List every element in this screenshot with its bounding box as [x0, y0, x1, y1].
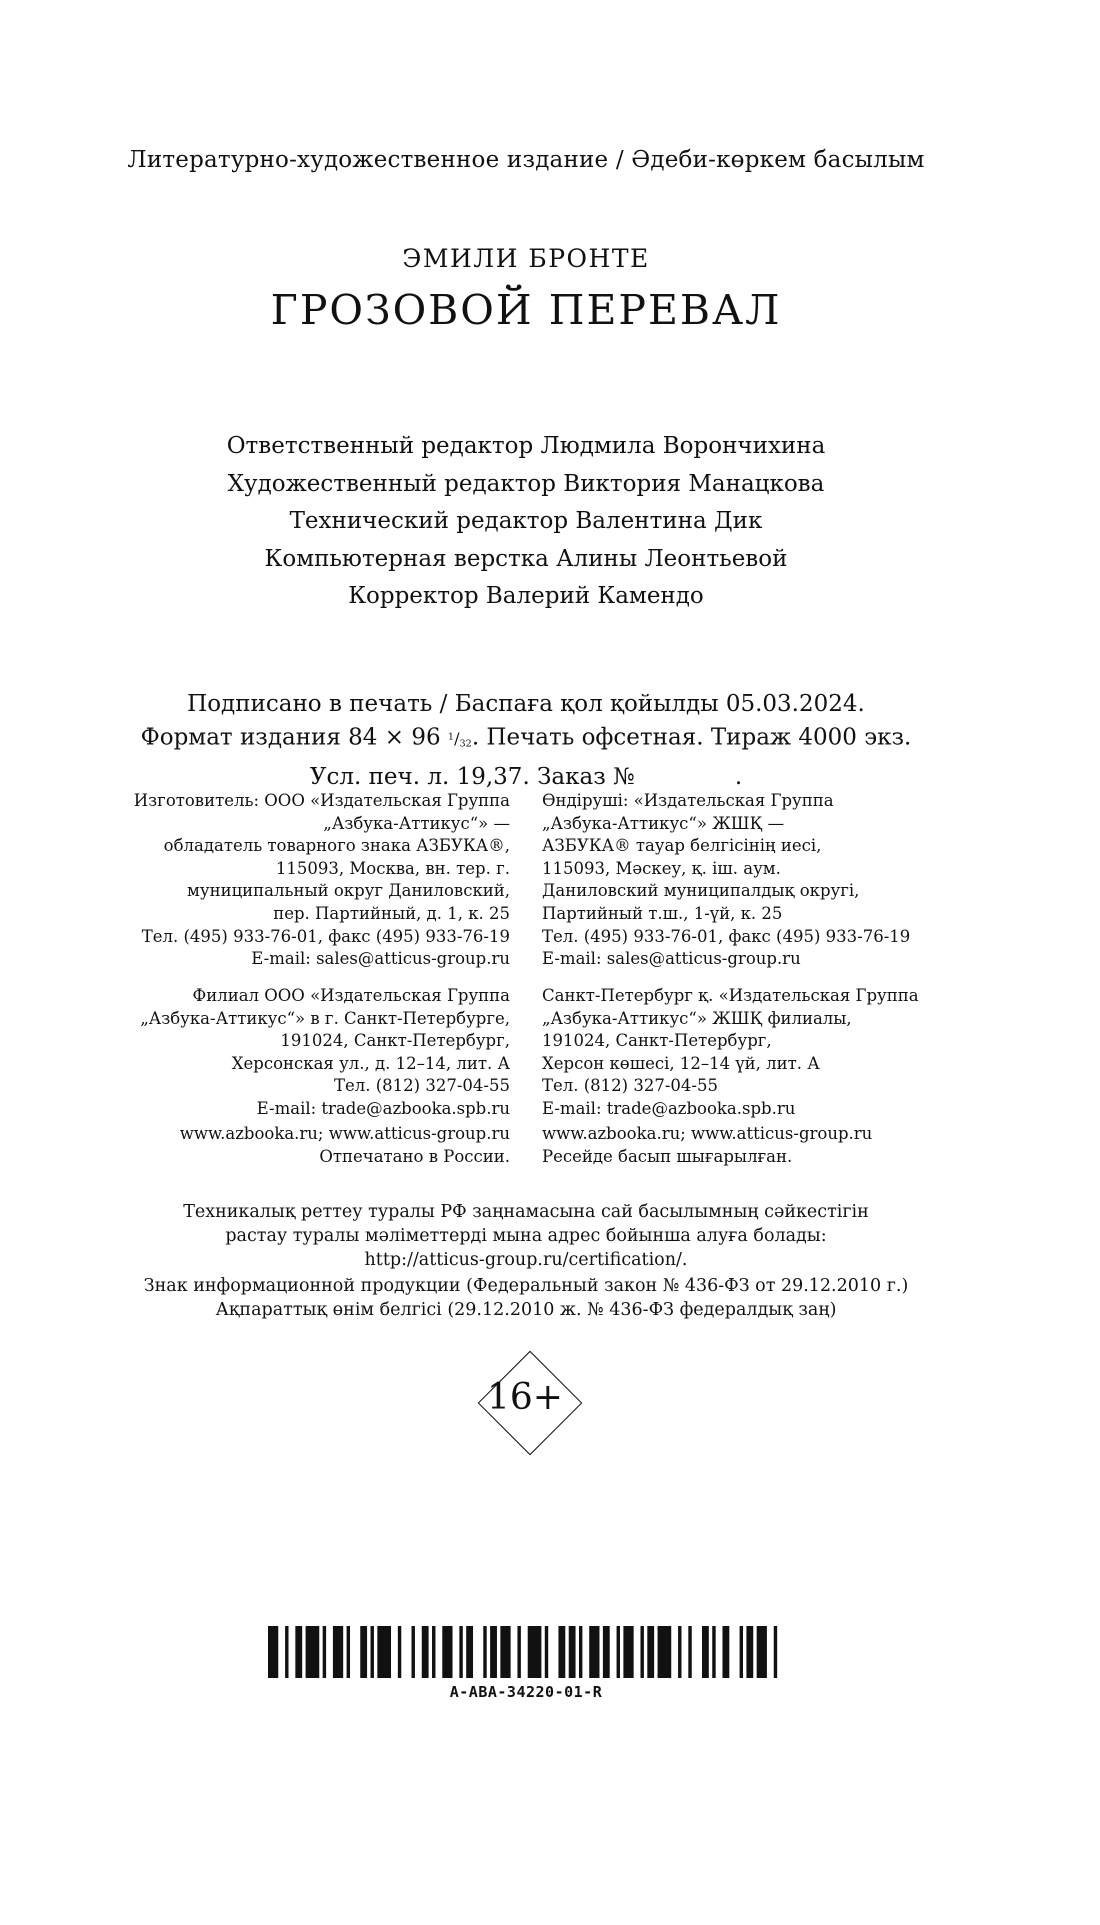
barcode-bar [333, 1626, 343, 1678]
credit-line: Технический редактор Валентина Дик [289, 508, 763, 534]
barcode-bar [603, 1626, 610, 1678]
barcode-bar [558, 1626, 565, 1678]
barcode-bar [398, 1626, 401, 1678]
format-numerator: 1 [447, 732, 455, 743]
barcode-bar [688, 1626, 691, 1678]
barcode-bar [517, 1626, 520, 1678]
sheets-line: Усл. печ. л. 19,37. Заказ № . [309, 763, 743, 790]
barcode-bar [295, 1626, 302, 1678]
barcode-bar [347, 1626, 350, 1678]
age-rating-badge [470, 1343, 580, 1453]
barcode-code: A-ABA-34220-01-R [449, 1683, 603, 1701]
barcode-bar [306, 1626, 320, 1678]
barcode-bar [459, 1626, 462, 1678]
barcode-bar [285, 1626, 288, 1678]
credits-block [0, 428, 1052, 616]
barcode-bar [371, 1626, 374, 1678]
manufacturer-ru: Изготовитель: ООО «Издательская Группа „Азбука-Аттикус“» — обладатель товарного знака АЗБУКА®, 115093, Москва, вн. тер. г. муниципальный округ Даниловский, пер. Партийный, д. 1, к. 25 Тел. (495) 933-76-01, факс (495) 933-76-19 E-mail: sales@atticus-group.ru [133, 791, 510, 969]
barcode-bar [569, 1626, 576, 1678]
manufacturer-kz: Өндіруші: «Издательская Группа „Азбука-Аттикус“» ЖШҚ — АЗБУКА® тауар белгісінің иесі, 115093, Мәскеу, қ. іш. аум. Даниловский муниципалдық округі, Партийный т.ш., 1-үй, к. 25 Тел. (495) 933-76-01, факс (495) 933-76-19 E-mail: sales@atticus-group.ru [542, 791, 911, 969]
barcode [268, 1626, 784, 1678]
barcode-bar [589, 1626, 599, 1678]
barcode-bar [360, 1626, 367, 1678]
web-kz: www.azbooka.ru; www.atticus-group.ru Ресейде басып шығарылған. [542, 1124, 873, 1166]
barcode-bar [483, 1626, 486, 1678]
book-author: ЭМИЛИ БРОНТЕ [402, 244, 650, 273]
barcode-bar [490, 1626, 497, 1678]
barcode-bar [678, 1626, 681, 1678]
edition-type: Литературно-художественное издание / Әдеби-көркем басылым [127, 147, 925, 173]
credit-line: Корректор Валерий Камендо [348, 583, 704, 609]
barcode-bar [422, 1626, 429, 1678]
info-sign-ru: Знак информационной продукции (Федеральный закон № 436-ФЗ от 29.12.2010 г.) [143, 1276, 909, 1296]
barcode-bar [617, 1626, 620, 1678]
barcode-bar [268, 1626, 278, 1678]
format-line: Формат издания 84 × 96 $^1/_{32}$. Печать офсетная. Тираж 4000 экз. [140, 724, 912, 751]
barcode-bar [412, 1626, 415, 1678]
barcode-bar [500, 1626, 510, 1678]
barcode-bar [647, 1626, 654, 1678]
credit-line: Ответственный редактор Людмила Ворончихина [226, 433, 826, 459]
barcode-bar [545, 1626, 548, 1678]
book-title: ГРОЗОВОЙ ПЕРЕВАЛ [270, 286, 782, 334]
barcode-bar [712, 1626, 715, 1678]
barcode-bar [432, 1626, 435, 1678]
barcode-bar [740, 1626, 743, 1678]
credit-line: Художественный редактор Виктория Манацкова [227, 470, 825, 497]
print-info [0, 688, 1052, 794]
barcode-bar [623, 1626, 633, 1678]
branch-ru: Филиал ООО «Издательская Группа „Азбука-Аттикус“» в г. Санкт-Петербурге, 191024, Санкт-Петербург, Херсонская ул., д. 12–14, лит. А Тел. (812) 327-04-55 E-mail: trade@azbooka.spb.ru [140, 986, 510, 1118]
barcode-bar [746, 1626, 753, 1678]
barcode-bar [722, 1626, 729, 1678]
web-ru: www.azbooka.ru; www.atticus-group.ru Отпечатано в России. [179, 1124, 510, 1166]
certification-url: http://atticus-group.ru/certification/. [364, 1250, 688, 1270]
barcode-bar [774, 1626, 777, 1678]
format-denominator: 32 [459, 738, 472, 750]
barcode-bar [528, 1626, 542, 1678]
barcode-bar [640, 1626, 643, 1678]
barcode-bar [658, 1626, 672, 1678]
barcode-bar [579, 1626, 582, 1678]
barcode-bar [757, 1626, 767, 1678]
barcode-bar [442, 1626, 452, 1678]
branch-kz: Санкт-Петербург қ. «Издательская Группа „Азбука-Аттикус“» ЖШҚ филиалы, 191024, Санкт-Петербург, Херсон көшесі, 12–14 үй, лит. А Тел. (812) 327-04-55 E-mail: trade@azbooka.spb.ru [542, 986, 919, 1118]
age-rating: 16+ [487, 1377, 563, 1418]
credit-line: Компьютерная верстка Алины Леонтьевой [264, 545, 788, 572]
barcode-bar [702, 1626, 709, 1678]
barcode-bar [323, 1626, 326, 1678]
barcode-bar [466, 1626, 473, 1678]
barcode-bar [377, 1626, 391, 1678]
regulation-info: Техникалық реттеу туралы РФ заңнамасына сай басылымның сәйкестігін растау туралы мәліметтерді мына адрес бойынша алуға болады: http://atticus-group.ru/certification/. Знак информационной продукции (Федеральный закон № 436-ФЗ от 29.12.2010 г.) Ақпараттық өнім белгісі (29.12.2010 ж. № 436-ФЗ федералдық заң) [0, 1200, 1052, 1322]
signed-date: Подписано в печать / Баспаға қол қойылды 05.03.2024. [187, 691, 865, 717]
info-sign-kz: Ақпараттық өнім белгісі (29.12.2010 ж. № 436-ФЗ федералдық заң) [215, 1300, 837, 1320]
